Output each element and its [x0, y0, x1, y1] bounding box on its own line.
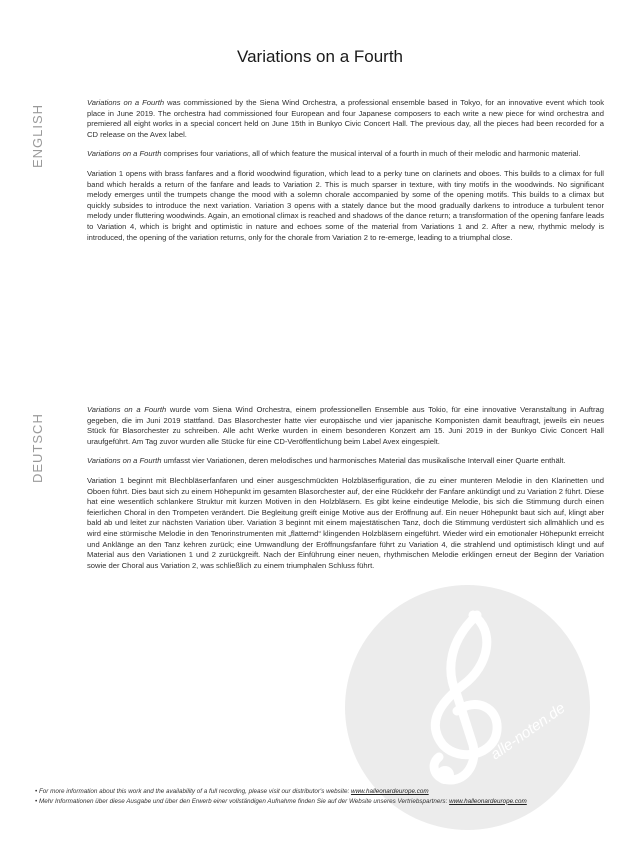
- work-title-italic: Variations on a Fourth: [87, 456, 162, 466]
- english-language-label: ENGLISH: [30, 103, 45, 168]
- watermark-text: alle-noten.de: [487, 699, 569, 764]
- distributor-link-de[interactable]: www.halleonardeurope.com: [449, 797, 527, 805]
- english-paragraph-3: Variation 1 opens with brass fanfares and a florid woodwind figuration, which lead to a perky tune on clarinets and oboes. This builds to a climax for full band which heralds a return of the fanfare and leads to Variation 2. This is much sparser in texture, with tiny motifs in the woodwinds. No significant melody emerges until the trumpets change the mood with a solemn chorale accompanied by some of the opening motifs. This builds to a climax but quickly subsides to introduce the next variation. Variation 3 opens with a stately dance but the mood gradually darkens to introduce a turbulent tenor melody under fluttering woodwinds. Again, an emotional climax is reached and shadows of the dance return; a transformation of the opening fanfare leads to Variation 4, which is bright and optimistic in nature and echoes some of the material from Variations 1 and 2. After a new, rhythmic melody is introduced, the opening of the variation returns, only for the chorale from Variation 2 to re-emerge, leading to a triumphal close.: [87, 168, 604, 242]
- footnotes: [35, 788, 610, 807]
- deutsch-paragraph-1: Variations on a Fourth wurde vom Siena Wind Orchestra, einem professionellen Ensemble aus Tokio, für eine innovative Veranstaltung in Auftrag gegeben, die im Juni 2019 stattfand. Das Blasorchester hatte vier europäische und vier japanische Komponisten damit beauftragt, jeweils ein neues Stück für Blasorchester zu schreiben. Alle acht Werke wurden in einem besonderen Konzert am 15. Juni 2019 in der Bunkyo Civic Concert Hall uraufgeführt. Am Tag zuvor wurden alle Stücke für eine CD-Veröffentlichung beim Label Avex eingespielt.: [87, 405, 604, 446]
- english-paragraph-1: Variations on a Fourth was commissioned by the Siena Wind Orchestra, a professional ensemble based in Tokyo, for an innovative event which took place in June 2019. The orchestra had commissioned four European and four Japanese composers to each write a new piece for wind orchestra and premiered all eight works in a special concert held on June 15th in Bunkyo Civic Concert Hall. The previous day, all the pieces had been recorded for a CD release on the Avex label.: [87, 98, 604, 139]
- english-paragraph-2: Variations on a Fourth comprises four variations, all of which feature the musical interval of a fourth in much of their melodic and harmonic material.: [87, 149, 581, 159]
- footnote-english: • For more information about this work and the availability of a full recording, please visit our distributor's website: www.halleonardeurope.com: [35, 788, 429, 795]
- deutsch-paragraph-3: Variation 1 beginnt mit Blechbläserfanfaren und einer ausgeschmückten Holzbläserfiguration, die zu einer munteren Melodie in den Klarinetten und Oboen führt. Dies baut sich zu einem Höhepunkt im gesamten Blasorchester auf, der eine Rückkehr der Fanfare ankündigt und zu Variation 2 führt. Diese hat eine wesentlich schlankere Struktur mit kurzen Motiven in den Holzbläsern. Es gibt keine eindeutige Melodie, bis sich die Stimmung durch einen feierlichen Choral in den Trompeten verändert. Die Begleitung greift einige Motive aus der Eröffnung auf. Ein neuer Höhepunkt baut sich auf, klingt aber bald ab und leitet zur nächsten Variation über. Variation 3 beginnt mit einem majestätischen Tanz, doch die Stimmung verdüstert sich allmählich und es wird eine stürmische Melodie in den Tenorinstrumenten mit „flatternd“ klingenden Holzbläsern eingeführt. Wieder wird ein emotionaler Höhepunkt erreicht und Anklänge an den Tanz kehren zurück; eine Umwandlung der Eröffnungsfanfare führt zu Variation 4, die strahlend und optimistisch klingt und auf Material aus den Variationen 1 und 2 zurückgreift. Nach der Einführung einer neuen, rhythmischen Melodie erklingen erneut der Beginn der Variation sowie der Choral aus Variation 2, was schließlich zu einem triumphalen Schluss führt.: [87, 475, 604, 570]
- english-section: [87, 98, 604, 252]
- page-title: Variations on a Fourth: [237, 47, 403, 66]
- work-title-italic: Variations on a Fourth: [87, 98, 165, 107]
- distributor-link-en[interactable]: www.halleonardeurope.com: [350, 788, 429, 795]
- deutsch-paragraph-2: Variations on a Fourth umfasst vier Variationen, deren melodisches und harmonisches Material das musikalische Intervall einer Quarte enthält.: [87, 456, 566, 466]
- deutsch-section: [87, 405, 604, 580]
- deutsch-language-label: DEUTSCH: [30, 413, 45, 483]
- work-title-italic: Variations on a Fourth: [87, 405, 167, 414]
- footnote-deutsch: • Mehr Informationen über diese Ausgabe und über den Erwerb einer vollständigen Aufnahme finden Sie auf der Website unseres Vertriebspartners: www.halleonardeurope.com: [35, 797, 527, 805]
- work-title-italic: Variations on a Fourth: [87, 149, 162, 159]
